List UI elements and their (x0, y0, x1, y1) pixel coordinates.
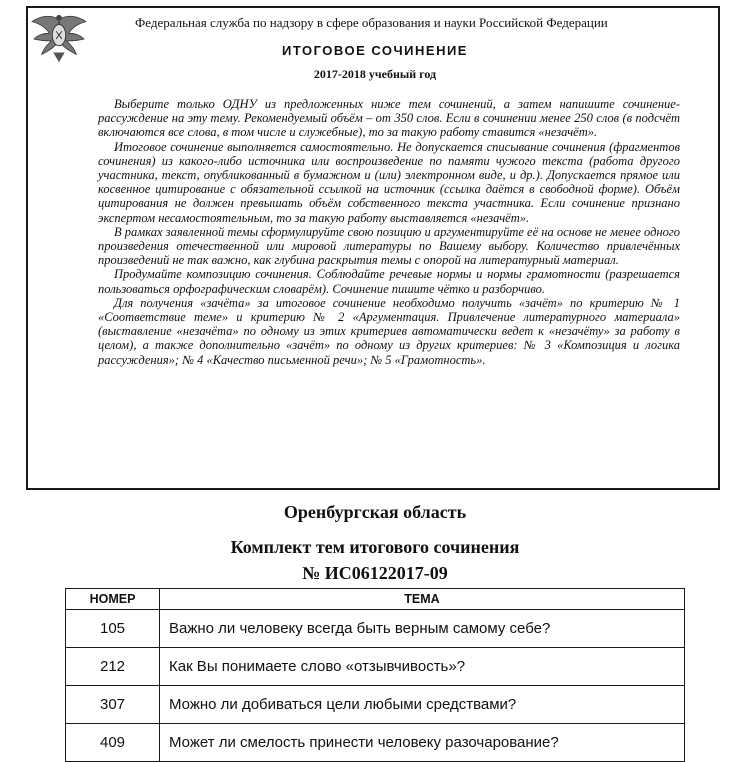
instruction-paragraph: Продумайте композицию сочинения. Соблюдайте речевые нормы и нормы грамотности (разрешается пользоваться орфографическим словарём). Сочинение пишите чётко и разборчиво. (98, 267, 680, 296)
school-year: 2017-2018 учебный год (313, 67, 437, 81)
topic-set-number: № ИС06122017-09 (302, 563, 448, 583)
topic-number: 409 (66, 724, 160, 762)
topic-number: 105 (66, 610, 160, 648)
table-row (66, 686, 685, 724)
column-header-number: НОМЕР (66, 589, 160, 610)
table-row (66, 724, 685, 762)
topic-text: Можно ли добиваться цели любыми средствами? (160, 686, 685, 724)
instruction-paragraph: Для получения «зачёта» за итоговое сочинение необходимо получить «зачёт» по критерию № 1 «Соответствие теме» и критерию № 2 «Аргументация. Привлечение литературного материала» (выставление «незачёта» по одному из этих критериев автоматически ведет к «незачёту» за работу в целом), а также дополнительно «зачёт» по одному из других критериев: № 3 «Композиция и логика рассуждения»; № 4 «Качество письменной речи»; № 5 «Грамотность». (98, 295, 680, 367)
region-heading: Оренбургская область (283, 502, 467, 522)
topic-number: 212 (66, 648, 160, 686)
table-row (66, 610, 685, 648)
topic-number: 307 (66, 686, 160, 724)
instruction-paragraph: Итоговое сочинение выполняется самостоятельно. Не допускается списывание сочинения (фрагментов сочинения) из какого-либо источника или воспроизведение по памяти чужого текста (работа другого участника, текст, опубликованный в бумажном и (или) электронном виде, и др.). Допускается прямое или косвенное цитирование с обязательной ссылкой на источник (ссылка даётся в свободной форме). Объём цитирования не должен превышать объём собственного текста участника. Если сочинение признано экспертом несамостоятельным, то за такую работу выставляется «незачёт». (98, 139, 680, 225)
column-header-topic: ТЕМА (160, 589, 685, 610)
table-header-row (66, 589, 685, 610)
table-row (66, 648, 685, 686)
topic-text: Как Вы понимаете слово «отзывчивость»? (160, 648, 685, 686)
topic-set-title: Комплект тем итогового сочинения (230, 537, 520, 557)
topic-text: Важно ли человеку всегда быть верным самому себе? (160, 610, 685, 648)
topic-text: Может ли смелость принести человеку разочарование? (160, 724, 685, 762)
instruction-paragraph: В рамках заявленной темы сформулируйте свою позицию и аргументируйте её на основе не менее одного произведения отечественной или мировой литературы по Вашему выбору. Количество привлечённых произведений не так важно, как глубина раскрытия темы с опорой на литературный материал. (98, 224, 680, 268)
document-title: ИТОГОВОЕ СОЧИНЕНИЕ (282, 43, 468, 58)
instructions-text (98, 97, 680, 367)
topics-table (65, 588, 685, 762)
organization-name: Федеральная служба по надзору в сфере образования и науки Российской Федерации (135, 15, 608, 30)
instruction-paragraph: Выберите только ОДНУ из предложенных ниже тем сочинений, а затем напишите сочинение-рассуждение на эту тему. Рекомендуемый объём – от 350 слов. Если в сочинении менее 250 слов (в подсчёт включаются все слова, в том числе и служебные), то за такую работу ставится «незачёт». (98, 97, 680, 140)
